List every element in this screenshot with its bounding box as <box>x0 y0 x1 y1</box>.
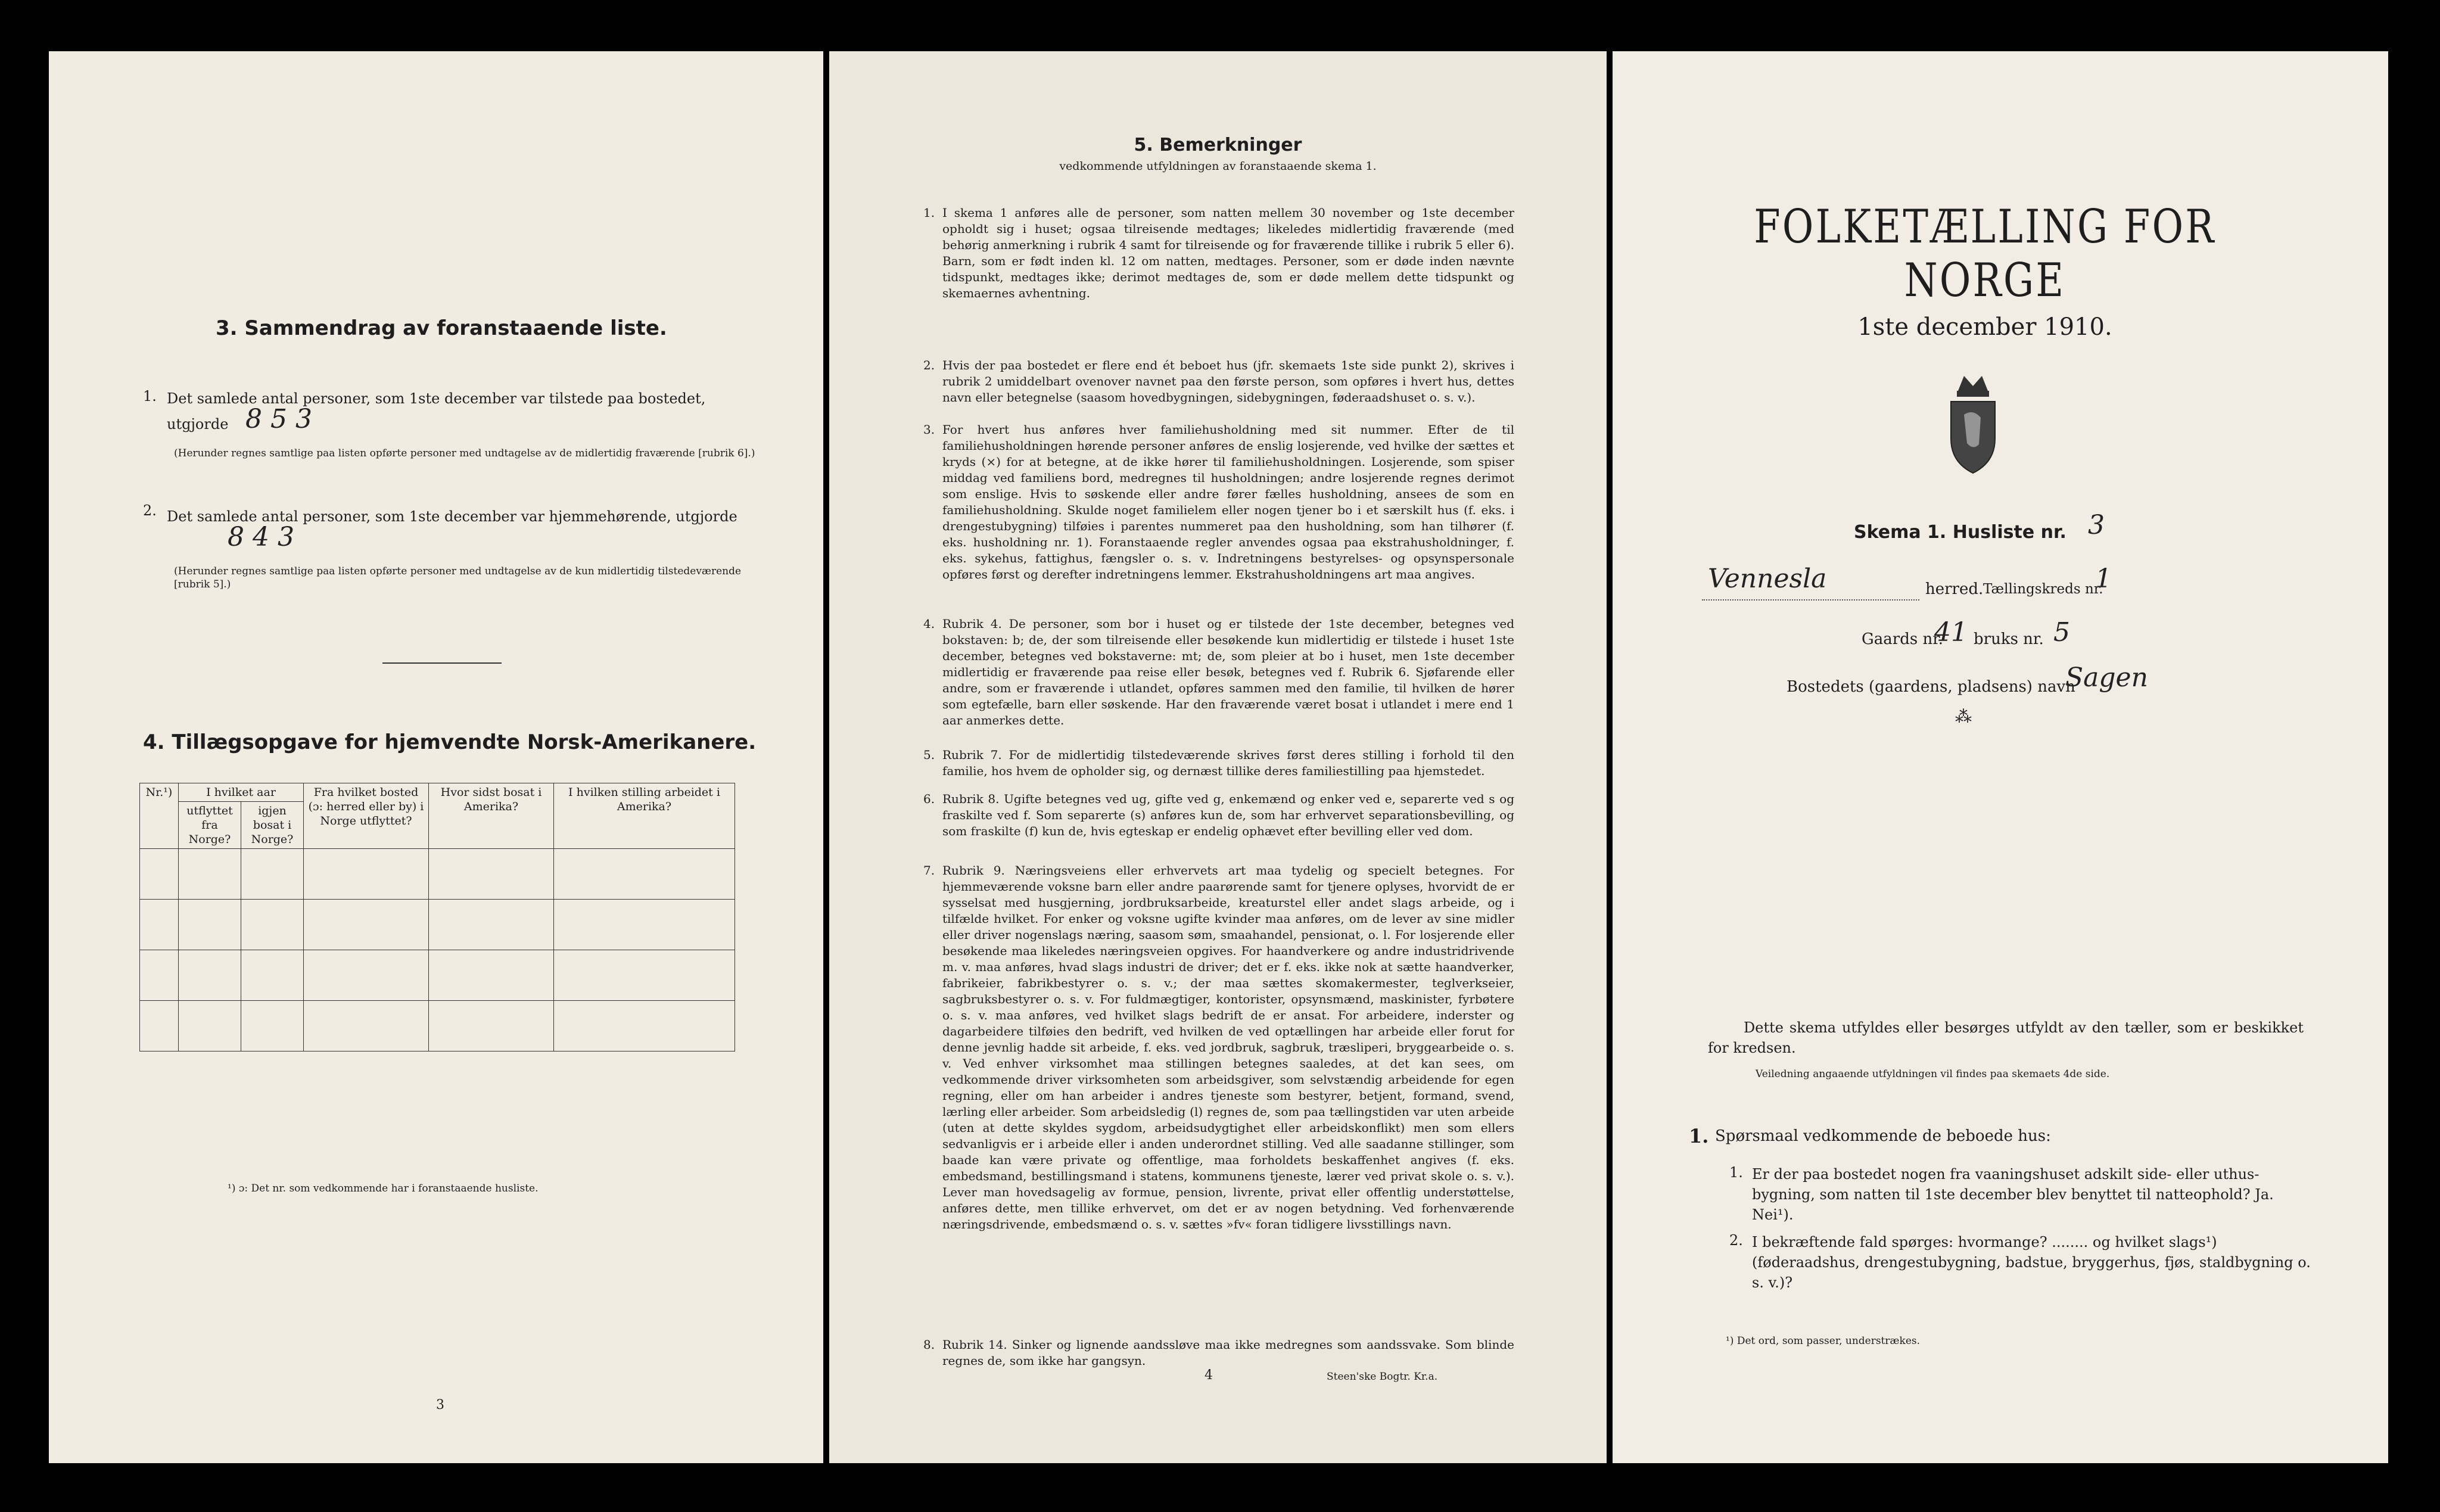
note-2-text: Hvis der paa bostedet er flere end ét beboet hus (jfr. skemaets 1ste side punkt 2), skrives i rubrik 2 umiddelbart ovenover navnet paa den første person, som opføres i hvert hus, dettes navn eller betegnelse (saasom hovedbygningen, sidebygningen, føderaadshuset o. s. v.). <box>942 358 1514 405</box>
item-1-prefix: utgjorde <box>167 416 229 433</box>
note-1-number: 1. <box>923 206 935 220</box>
bruks-label: bruks nr. <box>1974 630 2044 648</box>
bosted-label: Bostedets (gaardens, pladsens) navn <box>1787 678 2075 696</box>
kreds-value: 1 <box>2095 564 2112 594</box>
table-row <box>140 1001 735 1051</box>
note-6-number: 6. <box>923 792 935 806</box>
page-number: 3 <box>436 1398 444 1413</box>
skema-label: Skema 1. Husliste nr. <box>1854 522 2066 543</box>
form-footnote: ¹) Det ord, som passer, understrækes. <box>1726 1335 1921 1347</box>
questions-heading: Spørsmaal vedkommende de beboede hus: <box>1715 1127 2051 1145</box>
note-7-number: 7. <box>923 863 935 878</box>
col-utflyttet: utflyttet fra Norge? <box>179 802 241 849</box>
section-4-heading: 4. Tillægsopgave for hjemvendte Norsk-Amerikanere. <box>143 730 757 754</box>
bruks-value: 5 <box>2053 617 2070 648</box>
gaards-label: Gaards nr. <box>1862 630 1944 648</box>
note-6-text: Rubrik 8. Ugifte betegnes ved ug, gifte ved g, enkemænd og enker ved e, separerte ved s og fraskilte ved f. Som separerte (s) anføres kun de, som har erhvervet separationsbevilling, og som fraskilte (f) kun de, hvis egteskap er endelig ophævet efter bevilling eller ved dom. <box>942 792 1514 838</box>
table-row <box>140 950 735 1001</box>
table-row <box>140 849 735 900</box>
coat-of-arms-icon <box>1946 373 2000 474</box>
note-4-text: Rubrik 4. De personer, som bor i huset og er tilstede der 1ste december, betegnes ved bokstaven: b; de, der som tilreisende eller besøkende kun midlertidig er tilstede i huset 1ste december, betegnes ved bokstaverne: mt; de, som pleier at bo i huset, men 1ste december midlertidig er fraværende paa reise eller besøk, betegnes ved f. Rubrik 6. Sjøfarende eller andre, som er fraværende i utlandet, opføres sammen med den familie, til hvilken de hører som egtefælle, barn eller søskende. Har den fraværende været bosat i utlandet i mere end 1 aar anmerkes dette. <box>942 617 1514 727</box>
note-8-number: 8. <box>923 1337 935 1352</box>
herred-line <box>1702 599 1919 601</box>
col-stilling: I hvilken stilling arbeidet i Amerika? <box>554 783 735 849</box>
gaards-value: 41 <box>1934 617 1968 648</box>
herred-label: herred. <box>1925 580 1984 598</box>
question-1-text: Er der paa bostedet nogen fra vaaningshuset adskilt side- eller uthus-bygning, som natten til 1ste december blev benyttet til natteophold? Ja. Nei¹). <box>1752 1166 2274 1223</box>
item-1-text: Det samlede antal personer, som 1ste december var tilstede paa bostedet, <box>167 390 706 407</box>
note-7-text: Rubrik 9. Næringsveiens eller erhvervets art maa tydelig og specielt betegnes. For hjemmeværende voksne barn eller andre paarørende samt for tjenere oplyses, hvorvidt de er sysselsat med husgjerning, jordbruksarbeide, kreaturstel eller andet slags arbeide, og i tilfælde hvilket. For enker og voksne ugifte kvinder maa anføres, om de lever av sine midler eller driver nogenslags næring, saasom søm, smaahandel, pensionat, o. l. For losjerende eller besøkende maa likeledes næringsveien opgives. For haandverkere og andre industridrivende m. v. maa anføres, hvad slags industri de driver; det er f. eks. ikke nok at sætte haandverker, fabrikeier, fabrikbestyrer o. s. v.; der maa sættes skomakermester, teglverkseier, sagbruksbestyrer o. s. v. For fuldmægtiger, kontorister, opsynsmænd, maskinister, fyrbøtere o. s. v. maa anføres, ved hvilket slags bedrift de er ansat. For arbeidere, inderster og dagarbeidere tilføies den bedrift, ved hvilken de ved optællingen har arbeide eller forut for denne jevnlig hadde sit arbeide, f. eks. ved jordbruk, sagbruk, træsliperi, bryggearbeide o. s. v. Ved enhver virksomhet maa stillingen betegnes saaledes, at det kan sees, om vedkommende driver virksomheten som arbeidsgiver, som selvstændig arbeidende for egen regning, eller om han arbeider i andres tjeneste som bestyrer, betjent, formand, svend, lærling eller arbeider. Som arbeidsledig (l) regnes de, som paa tællingstiden var uten arbeide (uten at dette skyldes sygdom, arbeidsudygtighet eller arbeidskonflikt) men som ellers sedvanligvis er i arbeide eller i anden underordnet stilling. Ved alle saadanne stillinger, som baade kan være private og offentlige, maa forholdets beskaffenhet angives (f. eks. embedsmand, bestillingsmand i statens, kommunens tjeneste, lærer ved privat skole o. s. v.). Lever man hovedsagelig av formue, pension, livrente, privat eller offentlig understøttelse, anføres dette, men tillike erhvervet, om det er av nogen betydning. Ved forhenværende næringsdrivende, embedsmænd o. s. v. sættes »fv« foran tidligere livsstillings navn. <box>942 863 1514 1231</box>
norsk-amerikanere-table <box>139 783 735 1051</box>
page-number: 4 <box>1205 1368 1213 1383</box>
form-date: 1ste december 1910. <box>1857 313 2112 341</box>
item-2-text: Det samlede antal personer, som 1ste december var hjemmehørende, utgjorde <box>167 508 737 525</box>
item-2-number: 2. <box>143 502 157 519</box>
col-fra: Fra hvilket bosted (ɔ: herred eller by) i Norge utflyttet? <box>304 783 429 849</box>
page-middle <box>829 51 1607 1463</box>
page-right <box>1613 51 2388 1463</box>
form-title: FOLKETÆLLING FOR NORGE <box>1754 200 2216 307</box>
item-1-number: 1. <box>143 388 157 405</box>
item-1-note: (Herunder regnes samtlige paa listen opførte personer med undtagelse av de midlertidig fraværende [rubrik 6].) <box>174 447 755 459</box>
bosted-value: Sagen <box>2065 662 2148 693</box>
section-3-heading: 3. Sammendrag av foranstaaende liste. <box>216 316 667 340</box>
veiledning-text: Veiledning angaaende utfyldningen vil findes paa skemaets 4de side. <box>1756 1068 2110 1080</box>
note-5-text: Rubrik 7. For de midlertidig tilstedeværende skrives først deres stilling i forhold til den familie, hos hvem de opholder sig, og dernæst tillike deres familiestilling paa hjemstedet. <box>942 748 1514 778</box>
herred-value: Vennesla <box>1708 564 1827 594</box>
question-2-number: 2. <box>1729 1232 1743 1249</box>
note-3-text: For hvert hus anføres hver familiehusholdning med sit nummer. Efter de til familiehusholdningen hørende personer anføres de enslig losjerende, ved hvilke der sættes et kryds (×) for at betegne, at de ikke hører til familiehusholdningen. Losjerende, som spiser middag ved familiens bord, medregnes til husholdningen; andre losjerende regnes derimot som enslige. Hvis to søskende eller andre fører fælles husholdning, ansees de som en familiehusholdning. Skulde noget familielem eller nogen tjener bo i et særskilt hus (f. eks. i drengestubygning) tilføies i parentes nummeret paa den husholdning, som han tilhører (f. eks. husholdning nr. 1). Foranstaaende regler anvendes ogsaa paa ekstrahusholdninger, f. eks. sykehus, fattighus, fængsler o. s. v. Indretningens bestyrelses- og opsynspersonale opføres først og derefter indretningens lemmer. Ekstrahusholdningens art maa angives. <box>942 422 1514 581</box>
page-left <box>49 51 823 1463</box>
printer-credit: Steen'ske Bogtr. Kr.a. <box>1327 1371 1438 1383</box>
note-2-number: 2. <box>923 358 935 372</box>
bemerkninger-subheading: vedkommende utfyldningen av foranstaaende skema 1. <box>1059 160 1377 173</box>
item-1-value: 8 5 3 <box>245 404 312 434</box>
divider <box>382 662 502 664</box>
col-nr: Nr.¹) <box>140 783 179 849</box>
note-8-text: Rubrik 14. Sinker og lignende aandssløve maa ikke medregnes som aandssvake. Som blinde regnes de, som ikke har gangsyn. <box>942 1337 1514 1368</box>
questions-number: 1. <box>1689 1125 1709 1147</box>
note-3-number: 3. <box>923 422 935 437</box>
col-hvor: Hvor sidst bosat i Amerika? <box>429 783 554 849</box>
ornament-icon: ⁂ <box>1955 707 1972 726</box>
instruction-text: Dette skema utfyldes eller besørges utfyldt av den tæller, som er beskikket for kredsen. <box>1708 1019 2304 1056</box>
note-1-text: I skema 1 anføres alle de personer, som natten mellem 30 november og 1ste december opholdt sig i huset; ogsaa tilreisende medtages; likeledes midlertidig fraværende (med behørig anmerkning i rubrik 4 samt for tilreisende og for fraværende tillike i rubrik 5 eller 6). Barn, som er født inden kl. 12 om natten, medtages. Personer, som er døde inden nævnte tidspunkt, medtages ikke; derimot medtages de, som er døde mellem dette tidspunkt og skemaernes avhentning. <box>942 206 1514 300</box>
item-2-value: 8 4 3 <box>228 522 294 552</box>
col-igjen: igjen bosat i Norge? <box>241 802 304 849</box>
table-row <box>140 900 735 950</box>
table-footnote: ¹) ɔ: Det nr. som vedkommende har i foranstaaende husliste. <box>228 1183 539 1194</box>
col-group-year: I hvilket aar <box>179 783 304 802</box>
item-2-note: (Herunder regnes samtlige paa listen opførte personer med undtagelse av de kun midlertidig tilstedeværende [rubrik 5].) <box>174 565 742 590</box>
question-1-number: 1. <box>1729 1164 1743 1181</box>
note-4-number: 4. <box>923 617 935 631</box>
bemerkninger-heading: 5. Bemerkninger <box>1134 135 1302 155</box>
question-2-text: I bekræftende fald spørges: hvormange? ........ og hvilket slags¹) (føderaadshus, drengestubygning, badstue, bryggerhus, fjøs, staldbygning o. s. v.)? <box>1752 1234 2311 1291</box>
husliste-number: 3 <box>2088 510 2105 540</box>
note-5-number: 5. <box>923 748 935 762</box>
kreds-label: Tællingskreds nr. <box>1983 581 2103 597</box>
